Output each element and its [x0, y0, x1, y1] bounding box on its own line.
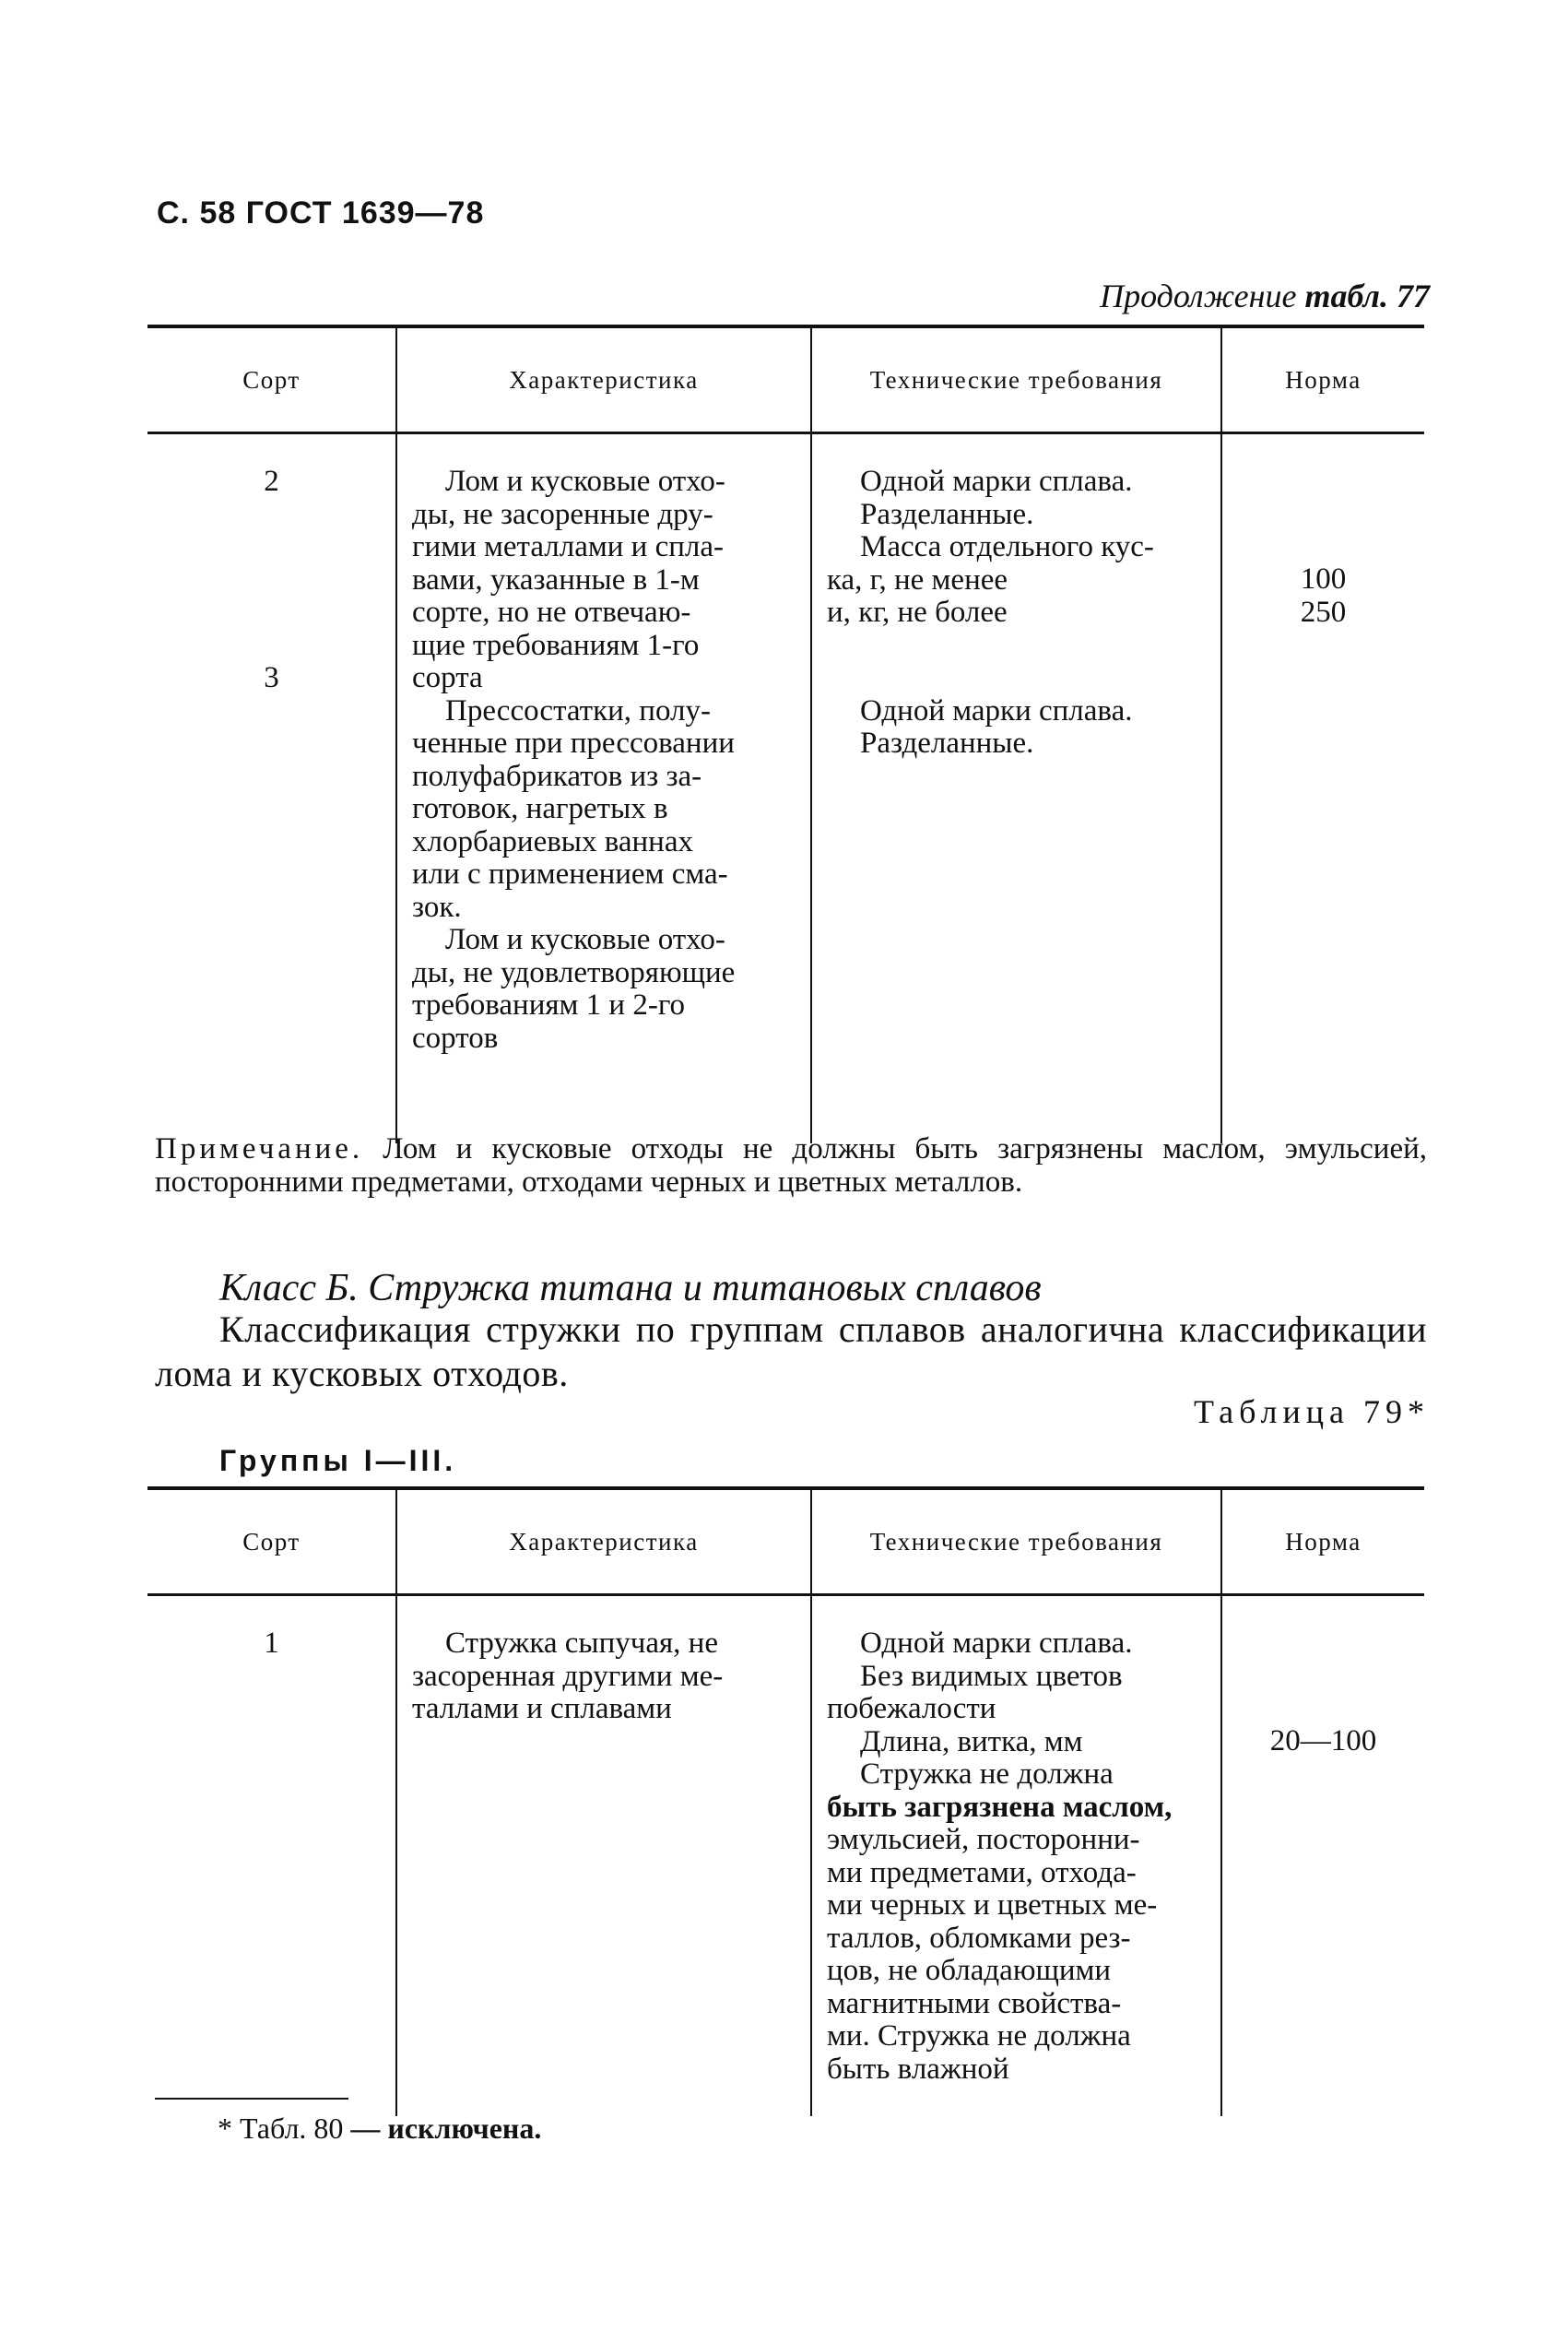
continuation-label: [1100, 277, 1430, 315]
table-77: [147, 325, 1424, 1143]
characteristic-cell: [396, 1595, 811, 2117]
norm-value: 20—100: [1269, 1724, 1377, 1757]
requirements-cell: [811, 433, 1221, 1144]
text-line: щие требованиям 1-го: [412, 628, 700, 662]
text-line: или с применением сма-: [412, 858, 728, 891]
text-line: гими металлами и спла-: [412, 530, 724, 563]
footnote-text: — исключена.: [343, 2112, 542, 2145]
text-line: ми предметами, отхода-: [827, 1855, 1137, 1889]
text-line: сортов: [412, 1021, 499, 1055]
text-line: зок.: [412, 890, 462, 924]
col-header-sort: Сорт: [147, 1488, 396, 1595]
continuation-word: Продолжение: [1100, 278, 1297, 314]
col-header-characteristic: Характеристика: [396, 326, 811, 433]
table-number: Таблица 79*: [1194, 1393, 1430, 1430]
text-line: цов, не обладающими: [827, 1954, 1112, 1987]
text-line: Прессостатки, полу-: [445, 693, 711, 728]
text-line: побежалости: [827, 1692, 996, 1725]
text-line: и, кг, не более: [827, 596, 1008, 629]
footnote-ref: * Табл. 80: [218, 2112, 344, 2145]
text-line: Лом и кусковые отхо-: [445, 923, 725, 956]
text-line: магнитными свойства-: [827, 1986, 1122, 2020]
text-line: ды, не засоренные дру-: [412, 497, 713, 531]
text-line: таллами и сплавами: [412, 1692, 672, 1725]
text-line: сорте, но не отвечаю-: [412, 596, 691, 629]
text-line: требованиям 1 и 2-го: [412, 988, 686, 1022]
col-header-norm: Норма: [1221, 326, 1424, 433]
text-line: Стружка не должна: [860, 1757, 1114, 1791]
requirements-text: [812, 466, 1220, 761]
norm-cell: [1221, 433, 1424, 1144]
text-line: ды, не удовлетворяющие: [412, 955, 736, 989]
footnote: [218, 2112, 541, 2146]
text-line: Лом и кусковые отхо-: [445, 465, 725, 498]
col-header-requirements: Технические требования: [811, 326, 1221, 433]
norm-cell: [1221, 1595, 1424, 2117]
text-line: ченные при прессовании: [412, 727, 735, 760]
text-line: сорта: [412, 661, 483, 694]
sort-value: 1: [264, 1627, 279, 1660]
sort-value: 2: [264, 465, 279, 498]
characteristic-text: [397, 466, 810, 1055]
text-line: эмульсией, посторонни-: [827, 1823, 1140, 1856]
col-header-norm: Норма: [1221, 1488, 1424, 1595]
text-line: Одной марки сплава.: [860, 693, 1133, 728]
characteristic-cell: [396, 433, 811, 1144]
norm-value: 250: [1300, 595, 1347, 629]
text-line: Разделанные.: [860, 727, 1034, 760]
text-line: ка, г, не менее: [827, 562, 1008, 597]
table-row: [147, 1595, 1424, 2117]
requirements-text: [812, 1627, 1220, 2086]
text-line: быть загрязнена маслом,: [827, 1790, 1173, 1824]
section-paragraph: Классификация стружки по группам сплавов аналогична классификации лома и кусковых отходов.: [155, 1308, 1427, 1394]
text-line: ми. Стружка не должна: [827, 2019, 1131, 2053]
text-line: быть влажной: [827, 2052, 1009, 2086]
text-line: полуфабрикатов из за-: [412, 759, 702, 793]
note-label: Примечание.: [155, 1132, 364, 1166]
text-line: Одной марки сплава.: [860, 465, 1133, 498]
col-header-requirements: Технические требования: [811, 1488, 1221, 1595]
text-line: таллов, обломками рез-: [827, 1921, 1131, 1955]
text-line: хлорбариевых ваннах: [412, 824, 693, 858]
text-line: вами, указанные в 1-м: [412, 562, 700, 597]
col-header-sort: Сорт: [147, 326, 396, 433]
footnote-divider: [155, 2098, 348, 2100]
text-line: Разделанные.: [860, 497, 1034, 531]
text-line: Без видимых цветов: [860, 1659, 1123, 1693]
table-79: [147, 1486, 1424, 2116]
section-heading: Класс Б. Стружка титана и титановых сплавов: [219, 1267, 1042, 1309]
requirements-cell: [811, 1595, 1221, 2117]
table-header-row: [147, 1488, 1424, 1595]
table-note: [155, 1132, 1427, 1199]
text-line: ми черных и цветных ме-: [827, 1888, 1158, 1922]
note-text: Лом и кусковые отходы не должны быть загрязнены маслом, эмульсией, посторонними предметами, отходами черных и цветных металлов.: [155, 1132, 1427, 1199]
continuation-table-ref: табл. 77: [1304, 278, 1430, 314]
text-line: Одной марки сплава.: [860, 1627, 1133, 1660]
page-header: С. 58 ГОСТ 1639—78: [157, 195, 485, 231]
sort-cell: [147, 1595, 396, 2117]
text-line: Стружка сыпучая, не: [445, 1627, 718, 1660]
text-line: засоренная другими ме-: [412, 1659, 724, 1693]
sort-value: 3: [264, 660, 279, 694]
groups-label: Группы I—III.: [219, 1444, 457, 1477]
text-line: готовок, нагретых в: [412, 792, 668, 825]
characteristic-text: [397, 1627, 810, 1726]
text-line: Длина, витка, мм: [860, 1724, 1083, 1758]
table-header-row: [147, 326, 1424, 433]
table-row: [147, 433, 1424, 1144]
col-header-characteristic: Характеристика: [396, 1488, 811, 1595]
norm-value: 100: [1300, 562, 1347, 596]
sort-cell: [147, 433, 396, 1144]
text-line: Масса отдельного кус-: [860, 530, 1154, 563]
